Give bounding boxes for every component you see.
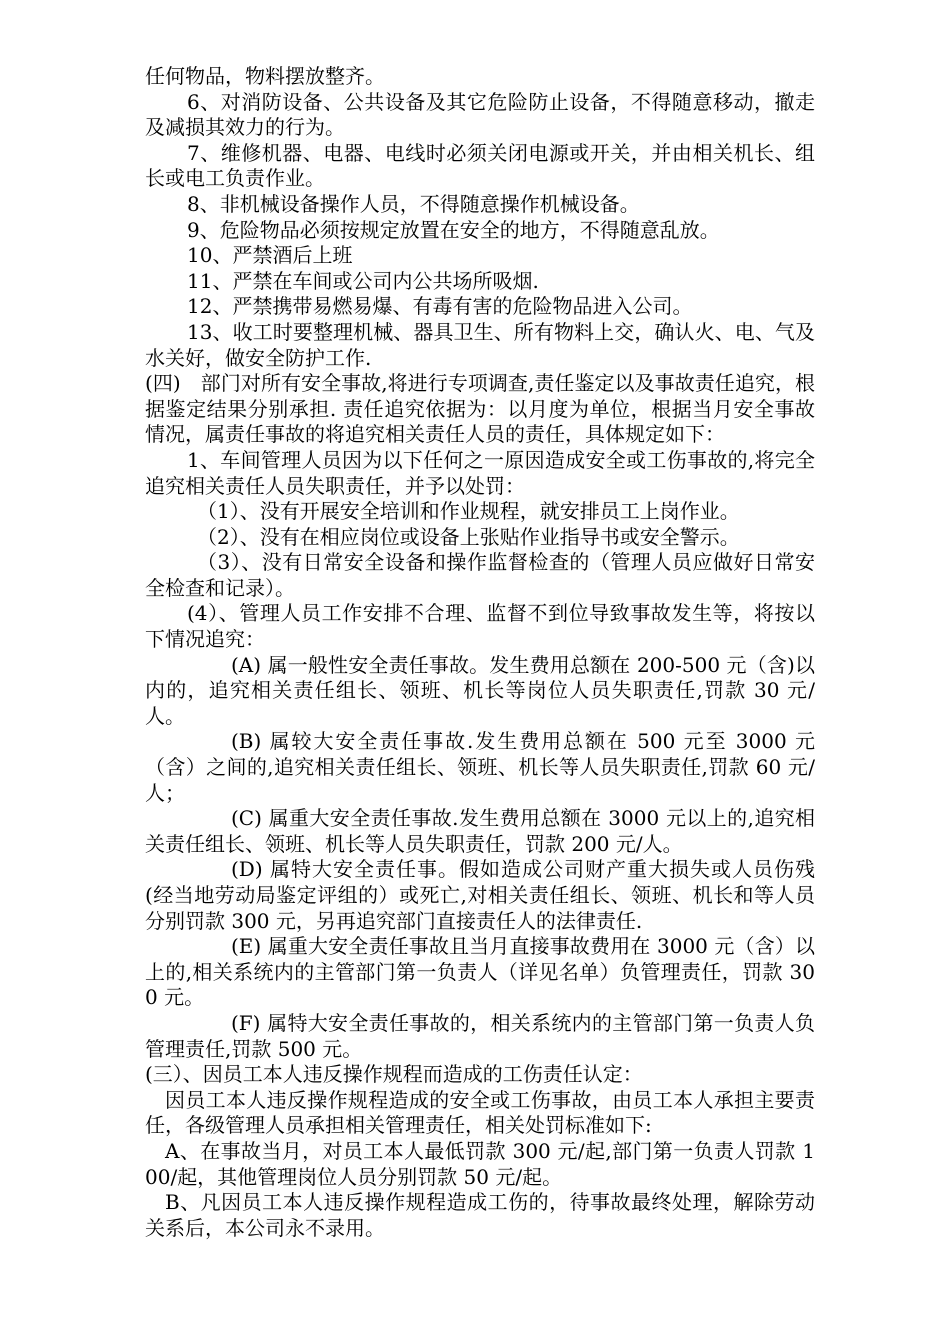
penalty-item-d: (D) 属特大安全责任事。假如造成公司财产重大损失或人员伤残(经当地劳动局鉴定评组的）或死亡,对相关责任组长、领班、机长和等人员分别罚款 300 元，另再追究部门直接责任人的法律责任. xyxy=(145,857,815,933)
penalty-item-c: (C) 属重大安全责任事故.发生费用总额在 3000 元以上的,追究相关责任组长、领班、机长等人员失职责任，罚款 200 元/人。 xyxy=(145,806,815,856)
list-item: (4）、管理人员工作安排不合理、监督不到位导致事故发生等，将按以下情况追究： xyxy=(145,601,815,652)
paragraph: 1、车间管理人员因为以下任何之一原因造成安全或工伤事故的,将完全追究相关责任人员失职责任，并予以处罚： xyxy=(145,447,815,498)
penalty-item-b: (B) 属较大安全责任事故.发生费用总额在 500 元至 3000 元（含）之间的,追究相关责任组长、领班、机长等人员失职责任,罚款 60 元/人； xyxy=(145,729,815,805)
document-page xyxy=(145,64,815,1241)
penalty-item-a: (A) 属一般性安全责任事故。发生费用总额在 200-500 元（含)以内的，追究相关责任组长、领班、机长等岗位人员失职责任,罚款 30 元/人。 xyxy=(145,652,815,728)
paragraph: 因员工本人违反操作规程造成的安全或工伤事故，由员工本人承担主要责任，各级管理人员承担相关管理责任，相关处罚标准如下: xyxy=(145,1087,815,1138)
list-item: （3）、没有日常安全设备和操作监督检查的（管理人员应做好日常安全检查和记录）。 xyxy=(145,550,815,600)
paragraph: 9、危险物品必须按规定放置在安全的地方，不得随意乱放。 xyxy=(187,217,720,242)
penalty-item-f: (F) 属特大安全责任事故的，相关系统内的主管部门第一负责人负管理责任,罚款 500 元。 xyxy=(145,1010,815,1061)
paragraph: 13、收工时要整理机械、器具卫生、所有物料上交，确认火、电、气及水关好，做安全防护工作. xyxy=(145,319,815,370)
paragraph: 7、维修机器、电器、电线时必须关闭电源或开关，并由相关机长、组长或电工负责作业。 xyxy=(145,140,815,191)
list-item: （1）、没有开展安全培训和作业规程，就安排员工上岗作业。 xyxy=(197,499,740,524)
section-heading-4: (四) 部门对所有安全事故,将进行专项调查,责任鉴定以及事故责任追究，根据鉴定结果分别承担. 责任追究依据为：以月度为单位，根据当月安全事故情况，属责任事故的将追究相关责任人员的责任，具体规定如下： xyxy=(145,371,815,447)
section-heading-3: (三）、因员工本人违反操作规程而造成的工伤责任认定： xyxy=(145,1062,643,1087)
paragraph: 10、严禁酒后上班 xyxy=(187,243,353,268)
paragraph: 任何物品，物料摆放整齐。 xyxy=(145,64,385,88)
paragraph: 8、非机械设备操作人员，不得随意操作机械设备。 xyxy=(187,191,640,216)
list-item: （2）、没有在相应岗位或设备上张贴作业指导书或安全警示。 xyxy=(197,524,740,549)
paragraph: 12、严禁携带易燃易爆、有毒有害的危险物品进入公司。 xyxy=(187,294,693,319)
paragraph: 11、严禁在车间或公司内公共场所吸烟. xyxy=(187,268,539,293)
list-item: B、凡因员工本人违反操作规程造成工伤的，待事故最终处理，解除劳动关系后，本公司永不录用。 xyxy=(145,1190,815,1240)
penalty-item-e: (E) 属重大安全责任事故且当月直接事故费用在 3000 元（含）以上的,相关系统内的主管部门第一负责人（详见名单）负管理责任，罚款 300 元。 xyxy=(145,934,815,1010)
paragraph: 6、对消防设备、公共设备及其它危险防止设备，不得随意移动，撤走及减损其效力的行为。 xyxy=(145,89,815,140)
list-item: A、在事故当月，对员工本人最低罚款 300 元/起,部门第一负责人罚款 100/起，其他管理岗位人员分别罚款 50 元/起。 xyxy=(145,1138,815,1189)
